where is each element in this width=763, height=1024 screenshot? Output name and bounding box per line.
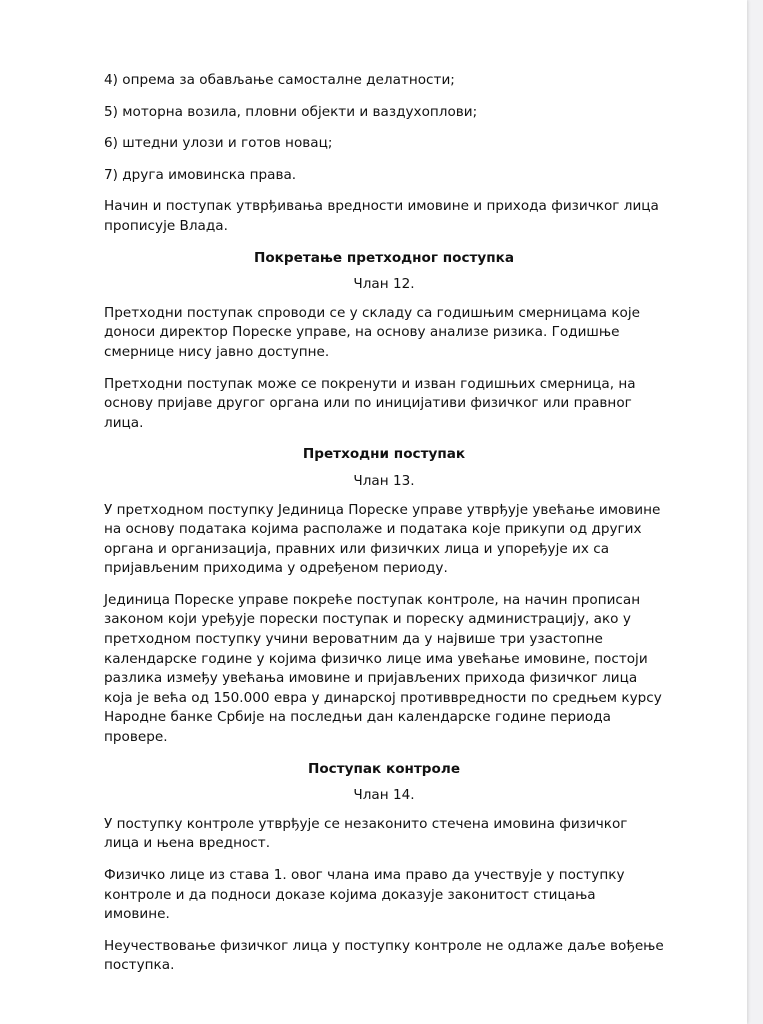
list-item: 5) моторна возила, пловни објекти и ваздухоплови; (104, 103, 478, 120)
article-number: Члан 14. (353, 787, 415, 804)
section-heading: Претходни поступак (302, 446, 466, 463)
property-list (104, 71, 664, 185)
paragraph: У поступку контроле утврђује се незаконито стечена имовина физичког лица и њена вредност. (104, 815, 628, 852)
document-content (104, 71, 664, 988)
section-preliminary-procedure (104, 445, 664, 747)
section-heading: Поступак контроле (307, 760, 461, 777)
section-preliminary-initiation (104, 249, 664, 434)
paragraph: Јединица Пореске управе покреће поступак контроле, на начин прописан законом који уређује порески поступак и пореску администрацију, ако у претходном поступку учини вероватним да у највише три узастопне календарске године у којима физичко лице има увећање имовине, постоји разлика између увећања имовине и пријављених прихода физичког лица која је већа од 150.000 евра у динарској противвредности по средњем курсу Народне банке Србије на последњи дан календарске године периода провере. (104, 591, 662, 746)
article-number: Члан 12. (353, 276, 415, 293)
paragraph: Претходни поступак спроводи се у складу са годишњим смерницама које доноси директор Пореске управе, на основу анализе ризика. Годишње смернице нису јавно доступне. (104, 304, 640, 360)
section-control-procedure (104, 760, 664, 976)
section-heading: Покретање претходног поступка (253, 249, 515, 266)
paragraph: Претходни поступак може се покренути и изван годишњих смерница, на основу пријаве другог органа или по иницијативи физичког или правног лица. (104, 375, 636, 431)
paragraph: Физичко лице из става 1. овог члана има право да учествује у поступку контроле и да подноси доказе којима доказује законитост стицања имовине. (104, 867, 625, 923)
list-item: 4) опрема за обављање самосталне делатности; (104, 72, 455, 88)
intro-paragraph: Начин и поступак утврђивања вредности имовине и прихода физичког лица прописује Влада. (104, 198, 659, 234)
list-item: 6) штедни улози и готов новац; (104, 135, 333, 152)
article-number: Члан 13. (353, 472, 415, 489)
paragraph: У претходном поступку Јединица Пореске управе утврђује увећање имовине на основу података којима располаже и података које прикупи од других органа и организација, правних или физичких лица и упоређује их са пријављеним приходима у одређеном периоду. (104, 501, 661, 577)
list-item: 7) друга имовинска права. (104, 166, 297, 183)
paragraph: Неучествовање физичког лица у поступку контроле не одлаже даље вођење поступка. (104, 937, 664, 974)
